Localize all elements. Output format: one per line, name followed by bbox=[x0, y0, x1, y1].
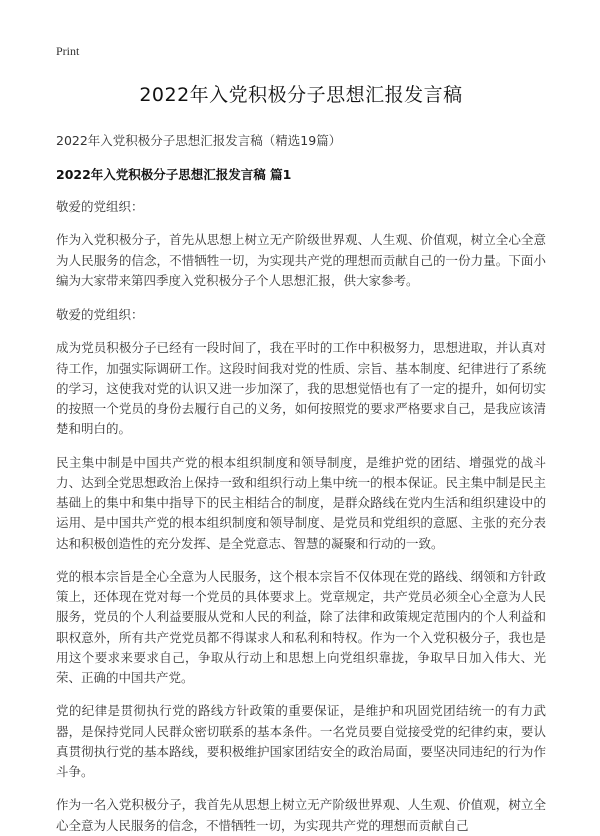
salutation: 敬爱的党组织： bbox=[56, 307, 144, 322]
paragraph: 作为一名入党积极分子，我首先从思想上树立无产阶级世界观、人生观、价值观，树立全心全意为人民服务的信念，不惜牺牲一切，为实现共产党的理想而贡献自己 bbox=[56, 797, 546, 833]
print-link[interactable]: Print bbox=[56, 44, 80, 58]
paragraph: 党的纪律是贯彻执行党的路线方针政策的重要保证，是维护和巩固党团结统一的有力武器，是保持党同人民群众密切联系的基本条件。一名党员要自觉接受党的纪律约束，要认真贯彻执行党的基本路线，要积极维护国家团结安全的政治局面，要坚决同违纪的行为作斗争。 bbox=[56, 703, 546, 779]
paragraph: 作为入党积极分子，首先从思想上树立无产阶级世界观、人生观、价值观，树立全心全意为人民服务的信念，不惜牺牲一切，为实现共产党的理想而贡献自己的一份力量。下面小编为大家带来第四季度入党积极分子个人思想汇报，供大家参考。 bbox=[56, 232, 546, 288]
section-heading: 2022年入党积极分子思想汇报发言稿 篇1 bbox=[56, 167, 292, 182]
article bbox=[56, 80, 546, 836]
paragraph: 民主集中制是中国共产党的根本组织制度和领导制度，是维护党的团结、增强党的战斗力、达到全党思想政治上保持一致和组织行动上集中统一的根本保证。民主集中制是民主基础上的集中和集中指导下的民主相结合的制度，是群众路线在党内生活和组织建设中的运用、是中国共产党的根本组织制度和领导制度、是党员和党组织的意愿、主张的充分表达和积极创造性的充分发挥、是全党意志、智慧的凝聚和行动的一致。 bbox=[56, 454, 546, 551]
article-subtitle: 2022年入党积极分子思想汇报发言稿（精选19篇） bbox=[56, 133, 342, 148]
salutation: 敬爱的党组织： bbox=[56, 199, 144, 214]
page-title: 2022年入党积极分子思想汇报发言稿 bbox=[139, 84, 463, 106]
paragraph: 党的根本宗旨是全心全意为人民服务，这个根本宗旨不仅体现在党的路线、纲领和方针政策上，还体现在党对每一个党员的具体要求上。党章规定，共产党员必须全心全意为人民服务，党员的个人利益要服从党和人民的利益，除了法律和政策规定范围内的个人利益和职权意外，所有共产党党员都不得谋求人和私利和特权。作为一个入党积极分子，我也是用这个要求来要求自己，争取从行动上和思想上向党组织靠拢，争取早日加入伟大、光荣、正确的中国共产党。 bbox=[56, 568, 546, 685]
paragraph: 成为党员积极分子已经有一段时间了，我在平时的工作中积极努力，思想进取，并认真对待工作，加强实际调研工作。这段时间我对党的性质、宗旨、基本制度、纪律进行了系统的学习，这使我对党的认识又进一步加深了，我的思想觉悟也有了一定的提升，如何切实的按照一个党员的身份去履行自己的义务，如何按照党的要求严格要求自己，是我应该清楚和明白的。 bbox=[56, 340, 546, 437]
